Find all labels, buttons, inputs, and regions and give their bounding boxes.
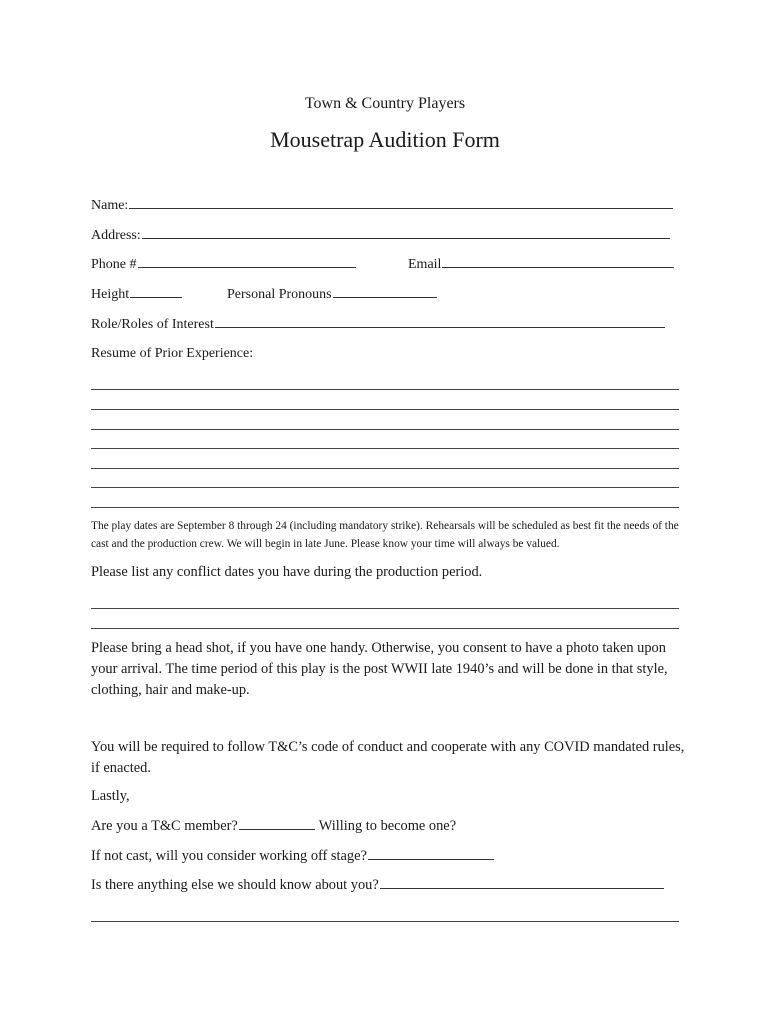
resume-label: Resume of Prior Experience: bbox=[91, 346, 254, 361]
member-answer-line[interactable] bbox=[239, 817, 315, 830]
name-field-row bbox=[91, 196, 673, 215]
member-question-label: Are you a T&C member? bbox=[91, 818, 238, 834]
pronouns-label: Personal Pronouns bbox=[227, 287, 332, 302]
roles-field-row bbox=[91, 315, 665, 334]
email-label: Email bbox=[408, 257, 442, 272]
roles-input-line[interactable] bbox=[215, 315, 665, 328]
resume-line[interactable] bbox=[91, 409, 679, 410]
resume-line[interactable] bbox=[91, 468, 679, 469]
play-dates-paragraph: The play dates are September 8 through 24 (including mandatory strike). Rehearsals will be scheduled as best fit the needs of the cast and the production crew. We will begin in late June. Please know your time will always be valued. bbox=[91, 520, 679, 550]
resume-line[interactable] bbox=[91, 448, 679, 449]
roles-label: Role/Roles of Interest bbox=[91, 317, 214, 332]
phone-label: Phone # bbox=[91, 257, 137, 272]
form-title: Mousetrap Audition Form bbox=[270, 127, 500, 152]
address-label: Address: bbox=[91, 228, 141, 243]
willing-question-label: Willing to become one? bbox=[318, 818, 457, 834]
headshot-paragraph: Please bring a head shot, if you have one handy. Otherwise, you consent to have a photo taken upon your arrival. The time period of this play is the post WWII late 1940’s and will be done in that style, clothing, hair and make-up. bbox=[91, 640, 668, 698]
resume-line[interactable] bbox=[91, 429, 679, 430]
member-question-row bbox=[91, 817, 456, 835]
offstage-question-row bbox=[91, 847, 494, 865]
height-input-line[interactable] bbox=[130, 285, 182, 298]
address-field-row bbox=[91, 226, 670, 245]
offstage-answer-line[interactable] bbox=[368, 847, 494, 860]
conflicts-prompt: Please list any conflict dates you have during the production period. bbox=[91, 564, 483, 580]
name-label: Name: bbox=[91, 198, 129, 213]
height-label: Height bbox=[91, 287, 130, 302]
phone-field-row bbox=[91, 255, 356, 274]
name-input-line[interactable] bbox=[129, 196, 673, 209]
organization-name: Town & Country Players bbox=[304, 95, 466, 112]
offstage-question-label: If not cast, will you consider working off stage? bbox=[91, 848, 367, 864]
conflicts-line[interactable] bbox=[91, 608, 679, 609]
phone-input-line[interactable] bbox=[138, 255, 356, 268]
resume-line[interactable] bbox=[91, 487, 679, 488]
anything-else-label: Is there anything else we should know about you? bbox=[91, 877, 379, 893]
lastly-text: Lastly, bbox=[91, 788, 130, 804]
anything-else-answer-line[interactable] bbox=[380, 876, 664, 889]
anything-else-line[interactable] bbox=[91, 921, 679, 922]
email-input-line[interactable] bbox=[442, 255, 674, 268]
email-field-row bbox=[408, 255, 674, 274]
pronouns-field-row bbox=[227, 285, 437, 304]
resume-line[interactable] bbox=[91, 389, 679, 390]
address-input-line[interactable] bbox=[142, 226, 670, 239]
pronouns-input-line[interactable] bbox=[333, 285, 437, 298]
resume-label-row bbox=[91, 345, 253, 363]
covid-paragraph: You will be required to follow T&C’s code of conduct and cooperate with any COVID mandated rules, if enacted. bbox=[91, 739, 685, 776]
height-field-row bbox=[91, 285, 182, 304]
resume-line[interactable] bbox=[91, 507, 679, 508]
anything-else-question-row bbox=[91, 876, 664, 894]
conflicts-line[interactable] bbox=[91, 628, 679, 629]
